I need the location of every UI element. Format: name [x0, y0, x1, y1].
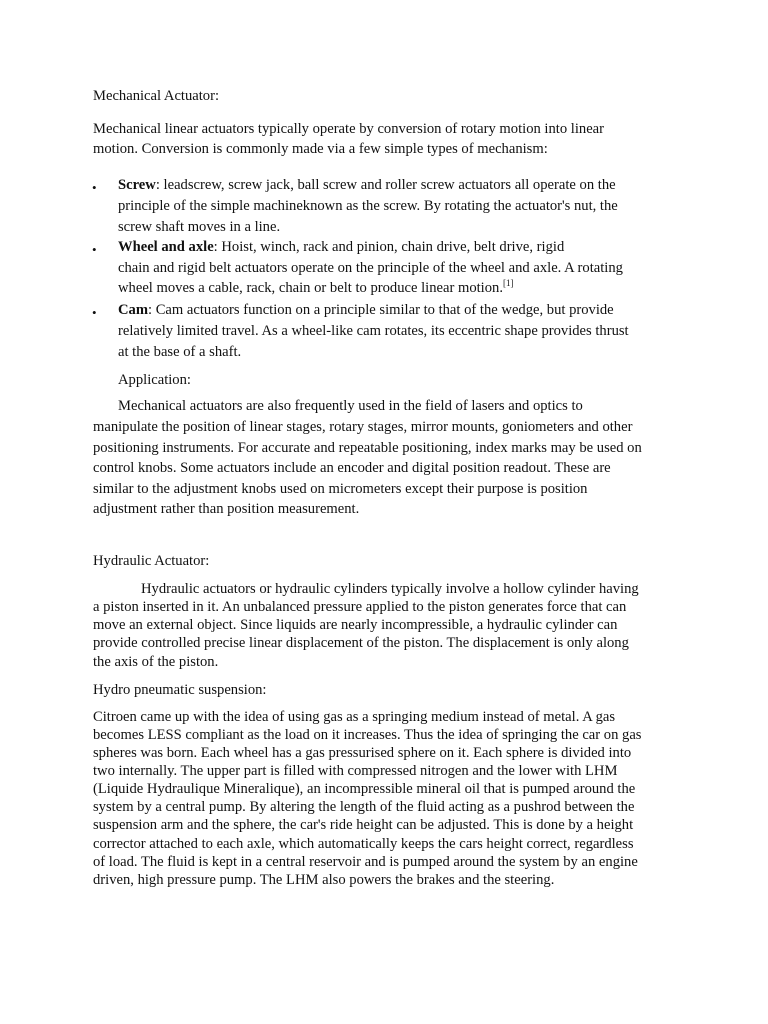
hydro-line-6: system by a central pump. By altering the length of the fluid acting as a pushrod between the [93, 799, 635, 815]
bullet-wheel-text: : Hoist, winch, rack and pinion, chain drive, belt drive, rigid [213, 239, 565, 255]
bullet-cam-line-3: at the base of a shaft. [118, 344, 242, 360]
application-line-4: control knobs. Some actuators include an encoder and digital position readout. These are [93, 460, 611, 476]
hydro-pneumatic-heading: Hydro pneumatic suspension: [93, 682, 267, 698]
hydraulic-line-4: provide controlled precise linear displacement of the piston. The displacement is only along [93, 635, 629, 651]
hydro-line-9: of load. The fluid is kept in a central reservoir and is pumped around the system by an engine [93, 854, 638, 870]
hydro-line-2: becomes LESS compliant as the load on it increases. Thus the idea of springing the car on gas [93, 727, 642, 743]
mechanical-intro-line-2: motion. Conversion is commonly made via a few simple types of mechanism: [93, 141, 548, 157]
bullet-wheel-term: Wheel and axle [118, 239, 214, 255]
mechanical-actuator-heading: Mechanical Actuator: [93, 88, 220, 104]
bullet-screw-line-2: principle of the simple machineknown as the screw. By rotating the actuator's nut, the [118, 198, 618, 214]
application-line-5: similar to the adjustment knobs used on micrometers except their purpose is position [93, 481, 588, 497]
application-line-3: positioning instruments. For accurate and repeatable positioning, index marks may be used on [93, 440, 642, 456]
hydraulic-line-3: move an external object. Since liquids are nearly incompressible, a hydraulic cylinder can [93, 617, 618, 633]
bullet-wheel-text-end: wheel moves a cable, rack, chain or belt to produce linear motion. [118, 280, 503, 296]
bullet-screw-line-3: screw shaft moves in a line. [118, 219, 281, 235]
bullet-cam-line-1 [118, 302, 614, 319]
hydraulic-line-2: a piston inserted in it. An unbalanced pressure applied to the piston generates force that can [93, 599, 627, 615]
bullet-cam-term: Cam [118, 302, 148, 318]
application-line-6: adjustment rather than position measurement. [93, 501, 360, 517]
hydraulic-actuator-heading: Hydraulic Actuator: [93, 553, 210, 569]
bullet-wheel-line-1 [118, 239, 564, 256]
hydraulic-line-1: Hydraulic actuators or hydraulic cylinders typically involve a hollow cylinder having [141, 581, 639, 597]
bullet-wheel-line-3 [118, 280, 513, 297]
bullet-screw-text: : leadscrew, screw jack, ball screw and roller screw actuators all operate on the [155, 177, 616, 193]
hydro-line-7: suspension arm and the sphere, the car's ride height can be adjusted. This is done by a height [93, 817, 634, 833]
application-heading: Application: [118, 372, 191, 388]
hydro-line-3: spheres was born. Each wheel has a gas pressurised sphere on it. Each sphere is divided into [93, 745, 632, 761]
reference-link[interactable]: [1] [502, 278, 514, 288]
application-line-2: manipulate the position of linear stages, rotary stages, mirror mounts, goniometers and other [93, 419, 633, 435]
hydro-line-8: corrector attached to each axle, which automatically keeps the cars height correct, regardless [93, 836, 634, 852]
hydro-line-5: (Liquide Hydraulique Mineralique), an incompressible mineral oil that is pumped around the [93, 781, 636, 797]
bullet-dot: • [92, 305, 97, 320]
hydro-line-4: two internally. The upper part is filled with compressed nitrogen and the lower with LHM [93, 763, 618, 779]
bullet-dot: • [92, 242, 97, 257]
hydraulic-line-5: the axis of the piston. [93, 654, 219, 670]
bullet-cam-line-2: relatively limited travel. As a wheel-like cam rotates, its eccentric shape provides thrust [118, 323, 629, 339]
bullet-dot: • [92, 180, 97, 195]
bullet-wheel-line-2: chain and rigid belt actuators operate on the principle of the wheel and axle. A rotating [118, 260, 623, 276]
hydro-line-10: driven, high pressure pump. The LHM also powers the brakes and the steering. [93, 872, 555, 888]
hydro-line-1: Citroen came up with the idea of using gas as a springing medium instead of metal. A gas [93, 709, 616, 725]
bullet-cam-text: : Cam actuators function on a principle similar to that of the wedge, but provide [148, 302, 614, 318]
bullet-screw-term: Screw [118, 177, 156, 193]
bullet-screw-line-1 [118, 177, 616, 194]
application-line-1: Mechanical actuators are also frequently used in the field of lasers and optics to [118, 398, 583, 414]
mechanical-intro-line-1: Mechanical linear actuators typically operate by conversion of rotary motion into linear [93, 121, 605, 137]
